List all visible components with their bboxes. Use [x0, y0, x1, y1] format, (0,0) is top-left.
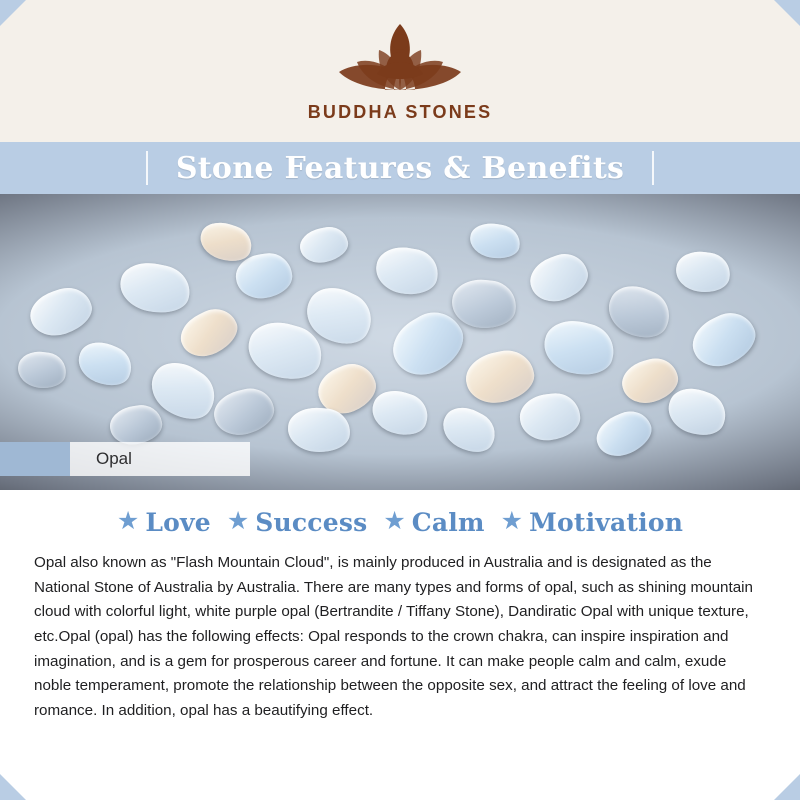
- star-icon: ★: [226, 507, 250, 535]
- corner-decoration-top-left: [0, 0, 26, 26]
- star-icon: ★: [116, 507, 140, 535]
- photo-caption-label: Opal: [96, 449, 132, 468]
- corner-decoration-top-right: [774, 0, 800, 26]
- brand-header: [0, 0, 800, 142]
- section-title-band: [0, 142, 800, 194]
- brand-name: BUDDHA STONES: [307, 102, 493, 122]
- benefit-label: Success: [255, 508, 368, 537]
- description-text: Opal also known as "Flash Mountain Cloud", is mainly produced in Australia and is designated as the National Stone of Australia by Australia. There are many types and forms of opal, such as shining mountain cloud with colorful light, white purple opal (Bertrandite / Tiffany Stone), Dandiratic Opal with unique texture, etc.Opal (opal) has the following effects: Opal responds to the crown chakra, can inspire inspiration and imagination, and is a gem for prosperous career and fortune. It can make people calm and calm, exude noble temperament, promote the relationship between the opposite sex, and attract the feeling of love and romance. In addition, opal has a beautifying effect.: [34, 554, 753, 719]
- page-title: Stone Features & Benefits: [175, 150, 625, 186]
- bottom-strip: [0, 774, 800, 800]
- benefit-item: [221, 508, 374, 537]
- benefit-label: Calm: [411, 508, 485, 537]
- benefit-item: [495, 508, 689, 537]
- product-photo: [0, 194, 800, 490]
- benefits-list: [34, 508, 766, 537]
- content-section: [0, 490, 800, 774]
- photo-caption: [70, 442, 250, 476]
- corner-decoration-bottom-left: [0, 774, 26, 800]
- caption-accent-bar: [0, 442, 70, 476]
- benefit-label: Motivation: [529, 508, 684, 537]
- lotus-meditation-figure-icon: [315, 16, 485, 100]
- benefit-label: Love: [145, 508, 211, 537]
- star-icon: ★: [500, 507, 524, 535]
- benefit-item: [111, 508, 217, 537]
- corner-decoration-bottom-right: [774, 774, 800, 800]
- benefit-item: [377, 508, 490, 537]
- star-icon: ★: [383, 507, 406, 535]
